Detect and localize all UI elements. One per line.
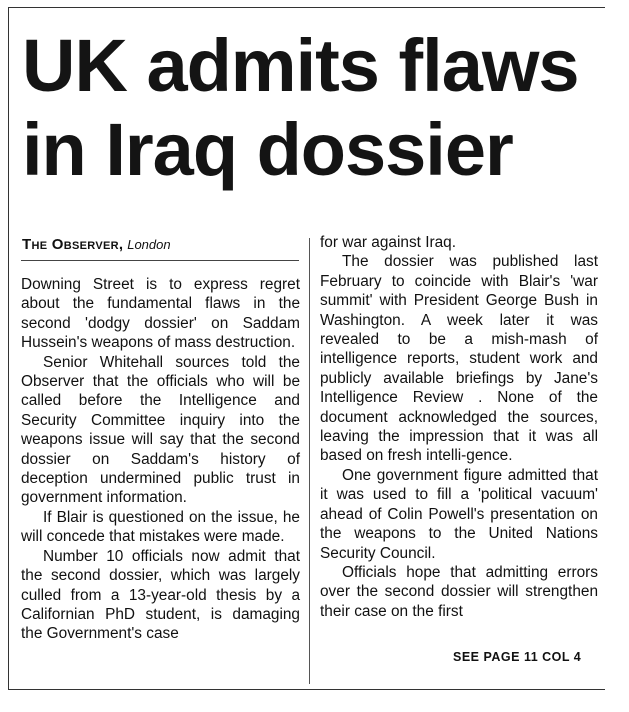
article-column-2 xyxy=(320,233,598,621)
paragraph: The dossier was published last February to coincide with Blair's 'war summit' with President George Bush in Washington. A week later it was revealed to be a mish-mash of intelligence reports, student work and publicly available briefings by Jane's Intelligence Review . None of the document acknowledged the sources, leaving the impression that it was all based on fresh intelli-gence. xyxy=(320,253,598,465)
paragraph: Senior Whitehall sources told the Observer that the officials who will be called before the Intelligence and Security Committee inquiry into the weapons issue will say that the second dossier on Saddam's history of deception undermined public trust in government information. xyxy=(21,353,300,507)
column-divider xyxy=(309,238,310,684)
paragraph: One government figure admitted that it was used to fill a 'political vacuum' ahead of Colin Powell's presentation on the weapons to the United Nations Security Council. xyxy=(320,466,598,562)
paragraph: Officials hope that admitting errors over the second dossier will strengthen their case on the first xyxy=(320,563,598,620)
top-border xyxy=(9,7,605,8)
paragraph: Number 10 officials now admit that the second dossier, which was largely culled from a 13-year-old thesis by a Californian PhD student, is damaging the Government's case xyxy=(21,547,300,643)
article-column-1 xyxy=(21,275,300,644)
bottom-border xyxy=(9,689,605,690)
byline-source: The Observer, xyxy=(22,236,124,253)
headline: UK admits flaws in Iraq dossier xyxy=(22,24,579,191)
paragraph: If Blair is questioned on the issue, he will concede that mistakes were made. xyxy=(21,508,300,546)
left-border xyxy=(8,7,9,690)
byline-divider xyxy=(21,260,299,261)
continuation-note: SEE PAGE 11 COL 4 xyxy=(453,650,582,664)
byline-location: London xyxy=(127,237,171,252)
byline xyxy=(22,236,302,253)
paragraph: Downing Street is to express regret about the fundamental flaws in the second 'dodgy dossier' on Saddam Hussein's weapons of mass destruction. xyxy=(21,276,300,352)
paragraph: for war against Iraq. xyxy=(320,234,457,251)
